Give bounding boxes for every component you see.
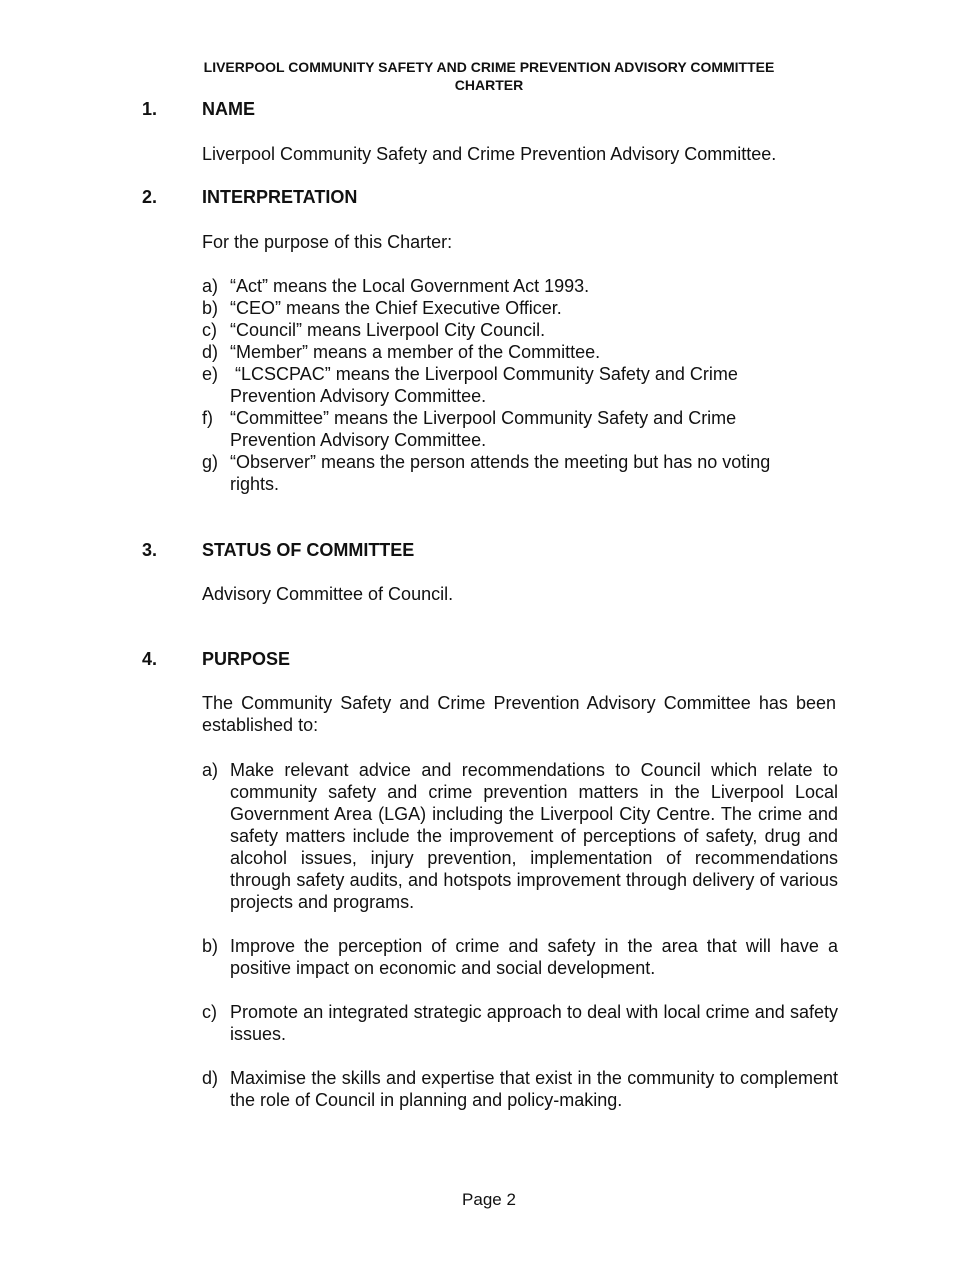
list-item-label: d) [202,342,219,362]
list-item-text: “Council” means Liverpool City Council. [230,320,546,340]
list-item-text: Make relevant advice and recommendations to Council which relate to community safety and crime prevention matters in the Liverpool Local Government Area (LGA) including the Liverpool City Centre. The crime and safety matters include the improvement of perceptions of safety, drug and alcohol issues, injury prevention, implementation of recommendations through safety audits, and hotspots improvement through delivery of various projects and programs. [230,760,838,912]
section-number: 1. [142,99,158,119]
list-item-text: Promote an integrated strategic approach to deal with local crime and safety issues. [230,1002,838,1044]
list-item-text: “CEO” means the Chief Executive Officer. [230,298,562,318]
list-item-label: b) [202,936,219,956]
list-item-label: d) [202,1068,219,1088]
section-number: 2. [142,187,158,207]
header-subtitle: CHARTER [454,77,524,93]
section-number: 3. [142,540,158,560]
section-title-name: NAME [202,99,255,119]
list-item-text: “Observer” means the person attends the meeting but has no voting rights. [230,452,771,494]
list-item-label: c) [202,320,217,340]
list-item-text: “LCSCPAC” means the Liverpool Community Safety and Crime Prevention Advisory Committee. [230,364,743,406]
list-item-text: “Act” means the Local Government Act 1993. [230,276,590,296]
section-number: 4. [142,649,158,669]
header-title: LIVERPOOL COMMUNITY SAFETY AND CRIME PREVENTION ADVISORY COMMITTEE [203,59,775,75]
list-item-text: “Committee” means the Liverpool Community Safety and Crime Prevention Advisory Committee. [230,408,737,450]
purpose-intro: The Community Safety and Crime Prevention Advisory Committee has been established to: [202,693,836,735]
list-item-label: g) [202,452,219,472]
list-item-label: c) [202,1002,217,1022]
document-header [0,58,978,94]
section-title-purpose: PURPOSE [202,649,291,669]
interpretation-intro: For the purpose of this Charter: [202,232,453,252]
section-title-interpretation: INTERPRETATION [202,187,358,207]
list-item-label: a) [202,276,219,296]
list-item-text: Maximise the skills and expertise that exist in the community to complement the role of Council in planning and policy-making. [230,1068,838,1110]
status-body: Advisory Committee of Council. [202,584,454,604]
list-item-label: f) [202,408,213,428]
list-item-text: “Member” means a member of the Committee. [230,342,601,362]
list-item-label: e) [202,364,219,384]
section-title-status: STATUS OF COMMITTEE [202,540,415,560]
page-number: Page 2 [462,1190,516,1209]
list-item-label: a) [202,760,219,780]
section-name-body: Liverpool Community Safety and Crime Prevention Advisory Committee. [202,144,777,164]
list-item-label: b) [202,298,219,318]
list-item-text: Improve the perception of crime and safety in the area that will have a positive impact on economic and social development. [230,936,838,978]
